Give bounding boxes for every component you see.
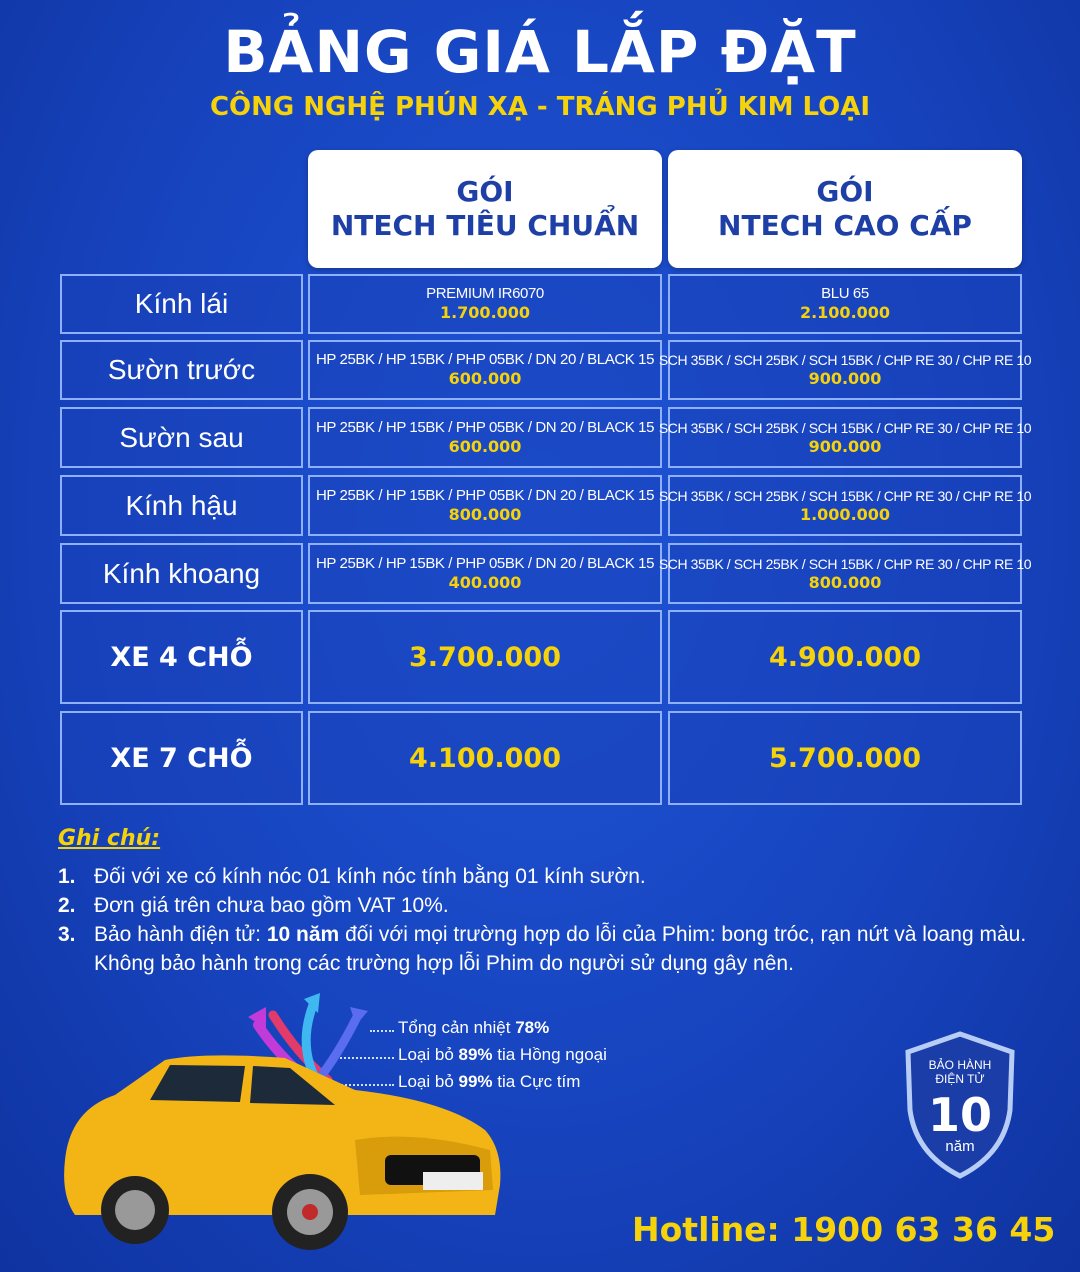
feature-text: tia Hồng ngoại <box>492 1045 607 1064</box>
total-cell-standard <box>308 610 662 704</box>
film-list: HP 25BK / HP 15BK / PHP 05BK / DN 20 / BLACK 15 <box>315 554 655 572</box>
row-label: Kính lái <box>134 288 229 319</box>
feature-text: Loại bỏ <box>398 1072 459 1091</box>
price-cell-premium <box>658 543 1032 604</box>
warranty-badge-number: 10 <box>927 1088 992 1142</box>
price-value: 2.100.000 <box>799 303 891 322</box>
price-value: 400.000 <box>448 572 522 592</box>
film-list: HP 25BK / HP 15BK / PHP 05BK / DN 20 / BLACK 15 <box>315 351 655 368</box>
total-label-cell <box>60 610 303 704</box>
warranty-badge-line2: ĐIỆN TỬ <box>935 1072 985 1086</box>
price-value: 800.000 <box>808 572 882 592</box>
total-value: 5.700.000 <box>768 742 922 774</box>
price-cell-standard <box>308 274 662 334</box>
note-item <box>58 891 1048 920</box>
price-value: 1.700.000 <box>439 303 531 322</box>
row-label: Kính khoang <box>102 557 261 589</box>
note-number: 2. <box>58 894 76 917</box>
note-text-part: đối với mọi trường hợp do lỗi của Phim: bong tróc, rạn nứt và loang màu. Không bảo hành trong các trường hợp lỗi Phim do người sử dụng gây nên. <box>94 923 1027 975</box>
warranty-badge-line1: BẢO HÀNH <box>928 1058 992 1072</box>
row-label: Kính hậu <box>125 489 238 521</box>
note-text <box>94 920 1044 978</box>
price-cell-standard <box>308 407 662 468</box>
feature-value: 89% <box>458 1045 493 1064</box>
feature-value: 99% <box>458 1072 493 1091</box>
film-list: SCH 35BK / SCH 25BK / SCH 15BK / CHP RE 30 / CHP RE 10 <box>658 419 1032 436</box>
package-header-standard <box>308 150 662 268</box>
film-list: PREMIUM IR6070 <box>426 285 544 302</box>
page-title: BẢNG GIÁ LẮP ĐẶT <box>223 18 857 86</box>
row-label-cell <box>60 274 303 334</box>
feature-text: Tổng cản nhiệt <box>398 1018 516 1037</box>
total-cell-standard <box>308 711 662 805</box>
note-number: 3. <box>58 923 76 946</box>
price-value: 1.000.000 <box>799 504 891 524</box>
total-label-cell <box>60 711 303 805</box>
price-value: 900.000 <box>808 436 882 456</box>
row-label-cell <box>60 543 303 604</box>
film-list: BLU 65 <box>821 285 869 302</box>
row-label-cell <box>60 407 303 468</box>
price-value: 900.000 <box>808 369 882 388</box>
warranty-badge-unit: năm <box>945 1138 975 1155</box>
warranty-badge-label <box>900 1058 1020 1086</box>
note-item <box>58 920 1048 975</box>
note-number: 1. <box>58 865 76 888</box>
feature-text: tia Cực tím <box>492 1072 581 1091</box>
total-value: 3.700.000 <box>408 641 562 673</box>
row-label: Sườn trước <box>107 354 256 385</box>
price-value: 600.000 <box>448 369 522 388</box>
note-text: Đơn giá trên chưa bao gồm VAT 10%. <box>94 894 449 917</box>
feature-value: 78% <box>515 1018 550 1037</box>
film-list: HP 25BK / HP 15BK / PHP 05BK / DN 20 / BLACK 15 <box>315 486 655 504</box>
row-label: Sườn sau <box>119 421 244 453</box>
total-cell-premium <box>668 711 1022 805</box>
note-text: Đối với xe có kính nóc 01 kính nóc tính bằng 01 kính sườn. <box>94 865 646 888</box>
package-header-line1: GÓI <box>456 175 514 208</box>
total-value: 4.900.000 <box>768 641 922 673</box>
package-header-line2: NTECH TIÊU CHUẨN <box>330 209 640 242</box>
price-cell-premium <box>668 274 1022 334</box>
note-text-bold: 10 năm <box>266 923 340 946</box>
feature-text: Loại bỏ <box>398 1045 459 1064</box>
film-list: SCH 35BK / SCH 25BK / SCH 15BK / CHP RE 30 / CHP RE 10 <box>658 487 1032 504</box>
price-cell-standard <box>308 543 662 604</box>
price-cell-premium <box>658 340 1032 400</box>
film-list: HP 25BK / HP 15BK / PHP 05BK / DN 20 / BLACK 15 <box>315 418 655 436</box>
row-label-cell <box>60 475 303 536</box>
film-list: SCH 35BK / SCH 25BK / SCH 15BK / CHP RE 30 / CHP RE 10 <box>658 352 1032 368</box>
yellow-car-icon <box>55 990 535 1250</box>
total-cell-premium <box>668 610 1022 704</box>
price-cell-premium <box>658 407 1032 468</box>
price-cell-standard <box>308 340 662 400</box>
price-cell-standard <box>308 475 662 536</box>
hotline-text[interactable]: Hotline: 1900 63 36 45 <box>632 1210 1056 1249</box>
price-cell-premium <box>658 475 1032 536</box>
film-list: SCH 35BK / SCH 25BK / SCH 15BK / CHP RE 30 / CHP RE 10 <box>658 555 1032 572</box>
package-header-premium <box>668 150 1022 268</box>
price-value: 600.000 <box>448 436 522 456</box>
total-value: 4.100.000 <box>408 742 562 774</box>
row-label-cell <box>60 340 303 400</box>
page-subtitle: CÔNG NGHỆ PHÚN XẠ - TRÁNG PHỦ KIM LOẠI <box>209 92 871 122</box>
notes-title: Ghi chú: <box>58 826 161 851</box>
total-label: XE 4 CHỖ <box>110 641 253 673</box>
price-value: 800.000 <box>448 504 522 524</box>
package-header-line1: GÓI <box>816 175 874 208</box>
note-item <box>58 862 1048 891</box>
package-header-line2: NTECH CAO CẤP <box>718 209 972 242</box>
total-label: XE 7 CHỖ <box>110 742 253 774</box>
note-text-part: Bảo hành điện tử: <box>94 923 267 946</box>
